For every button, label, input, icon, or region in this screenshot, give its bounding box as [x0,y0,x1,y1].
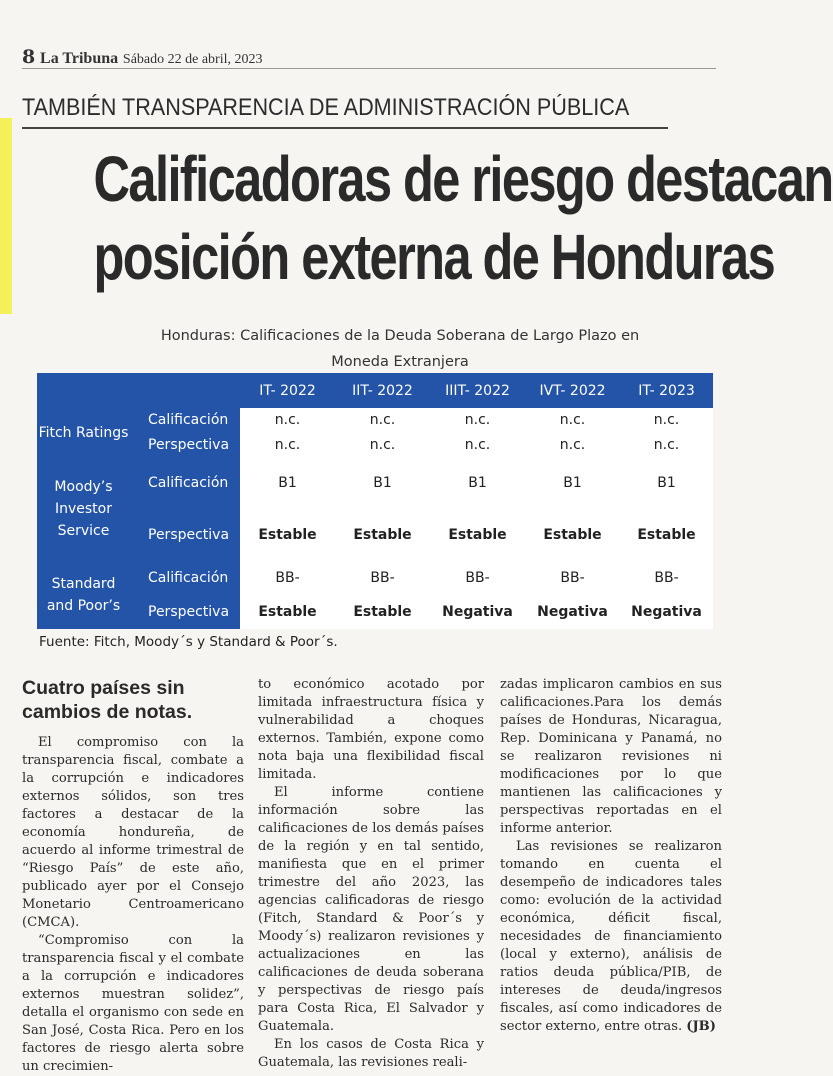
table-cell: n.c. [430,408,525,433]
body-paragraph: “Compromiso con la transparencia fiscal y el combate a la corrupción e indicadores externos muestran solidez”, detalla el organismo con sede en San José, Costa Rica. Pero en los factores de riesgo alerta sobre un crecimien- [22,933,244,1074]
table-cell: Estable [525,509,620,560]
table-cell: Estable [335,595,430,629]
table-cell: n.c. [240,408,335,433]
table-row [37,560,713,594]
table-cell: B1 [620,458,713,509]
body-paragraph: zadas implicaron cambios en sus calificaciones.Para los demás países de Honduras, Nicaragua, Rep. Dominicana y Panamá, no se realizaron revisiones ni modificaciones por lo que mantienen las calificaciones y perspectivas reportadas en el informe anterior. [500,677,722,836]
table-cell: Negativa [525,595,620,629]
table-header-row [37,373,713,408]
row-label: Calificación [130,408,240,433]
table-cell: n.c. [620,408,713,433]
article-column-2 [258,676,484,1072]
body-paragraph: to económico acotado por limitada infraestructura física y vulnerabilidad a choques externos. También, expone como nota baja una flexibilidad fiscal limitada. [258,677,484,782]
table-cell: B1 [525,458,620,509]
table-cell: n.c. [525,433,620,458]
row-label: Perspectiva [130,509,240,560]
table-cell: BB- [430,560,525,594]
header-corner [37,373,130,408]
table-cell: n.c. [335,408,430,433]
period-header: IT- 2023 [620,373,713,408]
table-cell: BB- [525,560,620,594]
table-cell: Estable [335,509,430,560]
table-cell: Negativa [430,595,525,629]
table-cell: B1 [430,458,525,509]
kicker-rule [22,127,668,129]
period-header: IVT- 2022 [525,373,620,408]
agency-name: Standard and Poor’s [37,560,130,629]
table-cell: n.c. [525,408,620,433]
table-cell: BB- [620,560,713,594]
period-header: IT- 2022 [240,373,335,408]
article-headline [20,140,833,296]
byline: (JB) [686,1019,716,1034]
page-number: 8 [22,46,36,68]
table-cell: Estable [240,509,335,560]
table-cell: BB- [240,560,335,594]
table-cell: BB- [335,560,430,594]
highlighter-mark [0,118,12,314]
row-label: Perspectiva [130,595,240,629]
newspaper-name: La Tribuna [40,50,119,67]
agency-name: Fitch Ratings [37,408,130,458]
table-cell: n.c. [240,433,335,458]
table-cell: B1 [240,458,335,509]
article-column-1 [22,676,244,1076]
table-cell: B1 [335,458,430,509]
agency-name: Moody’s Investor Service [37,458,130,561]
body-paragraph [500,838,722,1036]
article-column-3 [500,676,722,1036]
table-row [37,595,713,629]
body-paragraph: El compromiso con la transparencia fiscal, combate a la corrupción e indicadores externos sólidos, son tres factores a destacar de la economía hondureña, de acuerdo al informe trimestral de “Riesgo País” de este año, publicado ayer por el Consejo Monetario Centroamericano (CMCA). [22,735,244,930]
table-row [37,433,713,458]
table-row [37,408,713,433]
page-folio [22,46,263,68]
period-header: IIT- 2022 [335,373,430,408]
ratings-table [37,373,713,629]
table-row [37,509,713,560]
table-cell: n.c. [430,433,525,458]
table-cell: Negativa [620,595,713,629]
table-cell: Estable [240,595,335,629]
row-label: Calificación [130,458,240,509]
table-caption-line-1: Honduras: Calificaciones de la Deuda Soberana de Largo Plazo en [160,328,640,344]
headline-line-2: posición externa de Honduras [93,221,775,293]
publication-date: Sábado 22 de abril, 2023 [122,52,263,67]
subhead-line-2: cambios de notas. [22,701,193,723]
headline-line-1: Calificadoras de riesgo destacan [93,143,833,215]
body-paragraph: El informe contiene información sobre las calificaciones de los demás países de la región y en tal sentido, manifiesta que en el primer trimestre del año 2023, las agencias calificadoras de riesgo (Fitch, Standard & Poor´s y Moody´s) realizaron revisiones y actualizaciones en las calificaciones de deuda soberana y perspectivas de riesgo país para Costa Rica, El Salvador y Guatemala. [258,785,484,1034]
table-cell: Estable [430,509,525,560]
table-cell: Estable [620,509,713,560]
table-cell: n.c. [620,433,713,458]
article-kicker: TAMBIÉN TRANSPARENCIA DE ADMINISTRACIÓN PÚBLICA [22,94,630,121]
table-cell: n.c. [335,433,430,458]
row-label: Calificación [130,560,240,594]
header-rule [22,68,716,69]
header-corner-label [130,373,240,408]
article-subhead [22,676,244,724]
body-paragraph: En los casos de Costa Rica y Guatemala, las revisiones reali- [258,1037,484,1070]
paragraph-text: Las revisiones se realizaron tomando en cuenta el desempeño de indicadores tales como: evolución de la actividad económica, déficit fiscal, necesidades de financiamiento (local y externo), análisis de ratios deuda pública/PIB, de intereses de deuda/ingresos fiscales, así como indicadores de sector externo, entre otras. [500,839,722,1034]
table-row [37,458,713,509]
period-header: IIIT- 2022 [430,373,525,408]
subhead-line-1: Cuatro países sin [22,677,185,699]
table-source: Fuente: Fitch, Moody´s y Standard & Poor´s. [39,634,338,650]
row-label: Perspectiva [130,433,240,458]
table-caption-line-2: Moneda Extranjera [331,354,469,370]
